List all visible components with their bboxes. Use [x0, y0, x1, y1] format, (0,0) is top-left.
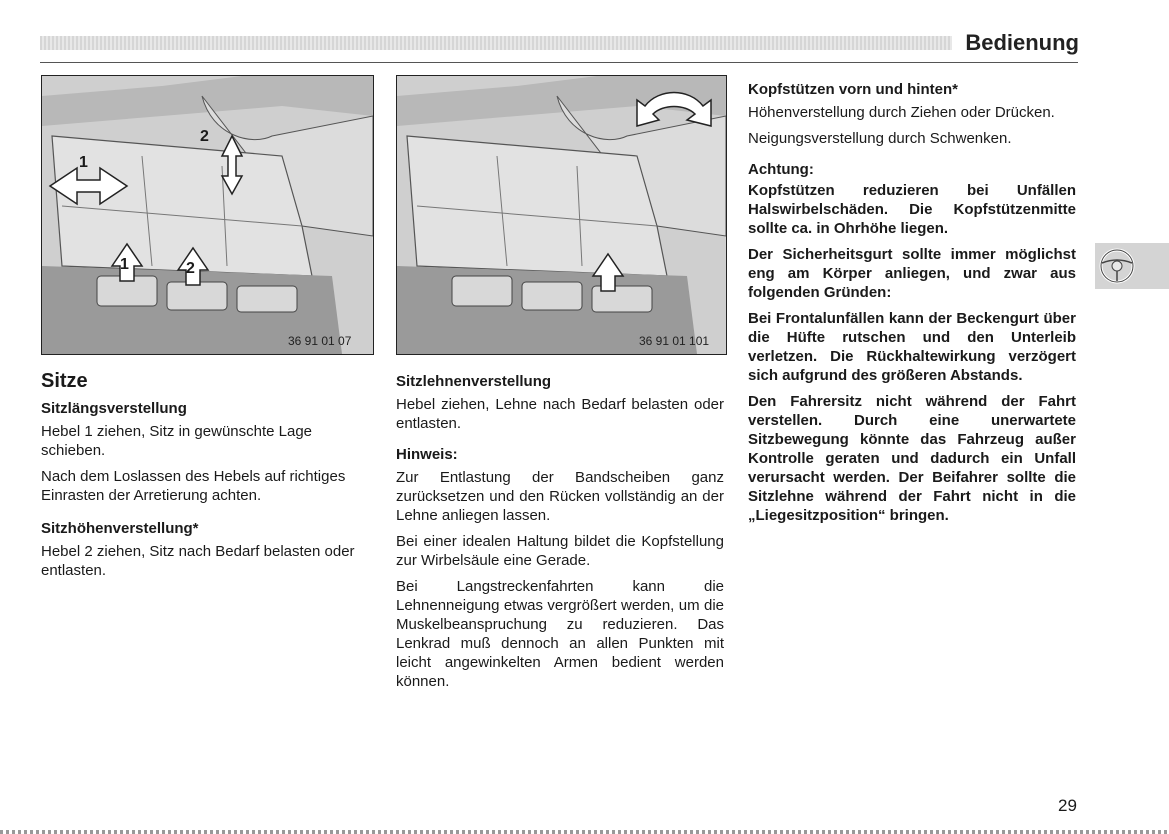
figure-label: 2 [186, 260, 195, 277]
right-column [748, 80, 1076, 532]
paragraph: Hebel 2 ziehen, Sitz nach Bedarf belasten oder entlasten. [41, 543, 355, 579]
note-heading: Hinweis: [396, 446, 458, 463]
paragraph: Neigungsverstellung durch Schwenken. [748, 130, 1012, 147]
header-rule [40, 62, 1078, 63]
section-heading: Sitzlängsverstellung [41, 400, 187, 417]
paragraph: Hebel 1 ziehen, Sitz in gewünschte Lage schieben. [41, 423, 313, 459]
paragraph: Zur Entlastung der Bandscheiben ganz zurücksetzen und den Rücken vollständig an der Lehne anliegen lassen. [396, 469, 724, 524]
figure-code: 36 91 01 101 [639, 334, 710, 348]
section-side-tab [1095, 243, 1169, 289]
paragraph: Hebel ziehen, Lehne nach Bedarf belasten oder entlasten. [396, 396, 724, 432]
warning-paragraph: Den Fahrersitz nicht während der Fahrt verstellen. Durch eine unerwartete Sitzbewegung könnte das Fahrzeug außer Kontrolle geraten und dadurch ein Unfall verursacht werden. Der Beifahrer sollte die Sitzlehne während der Fahrt nicht in die „Liegesitzposition“ bringen. [748, 393, 1076, 524]
section-heading: Kopfstützen vorn und hinten* [748, 81, 958, 98]
figure-label: 1 [120, 256, 129, 273]
bottom-border [0, 830, 1169, 834]
figure-label: 2 [200, 128, 209, 145]
section-heading: Sitzlehnenverstellung [396, 373, 552, 390]
paragraph: Bei Langstreckenfahrten kann die Lehnenneigung etwas vergrößert werden, um die Muskelbeanspruchung zu reduzieren. Das Lenkrad muß dennoch an allen Punkten mit leicht angewinkelten Armen bedient werden können. [396, 578, 724, 690]
paragraph: Nach dem Loslassen des Hebels auf richtiges Einrasten der Arretierung achten. [41, 468, 346, 504]
section-title: Bedienung [965, 30, 1079, 55]
seat-adjustment-figure [41, 75, 374, 355]
figure-label: 1 [79, 154, 88, 171]
warning-paragraph: Der Sicherheitsgurt sollte immer möglichst eng am Körper anliegen, und zwar aus folgenden Gründen: [748, 246, 1076, 301]
warning-paragraph: Kopfstützen reduzieren bei Unfällen Halswirbelschäden. Die Kopfstützenmitte sollte ca. in Ohrhöhe liegen. [748, 182, 1076, 237]
paragraph: Bei einer idealen Haltung bildet die Kopfstellung zur Wirbelsäule eine Gerade. [396, 533, 724, 569]
paragraph: Höhenverstellung durch Ziehen oder Drücken. [748, 104, 1055, 121]
header-band [40, 36, 952, 50]
page-title: Sitze [41, 370, 88, 392]
warning-paragraph: Bei Frontalunfällen kann der Beckengurt über die Hüfte rutschen und den Unterleib verletzen. Die Rückhaltewirkung verzögert sich aufgrund des größeren Abstands. [748, 310, 1076, 384]
section-heading: Sitzhöhenverstellung* [41, 520, 199, 537]
middle-column [396, 372, 724, 698]
backrest-adjustment-figure [396, 75, 727, 355]
figure-code: 36 91 01 07 [288, 334, 352, 348]
warning-heading: Achtung: [748, 161, 814, 178]
steering-wheel-icon [1097, 246, 1137, 291]
left-column [41, 372, 373, 587]
page-number: 29 [1058, 796, 1077, 815]
